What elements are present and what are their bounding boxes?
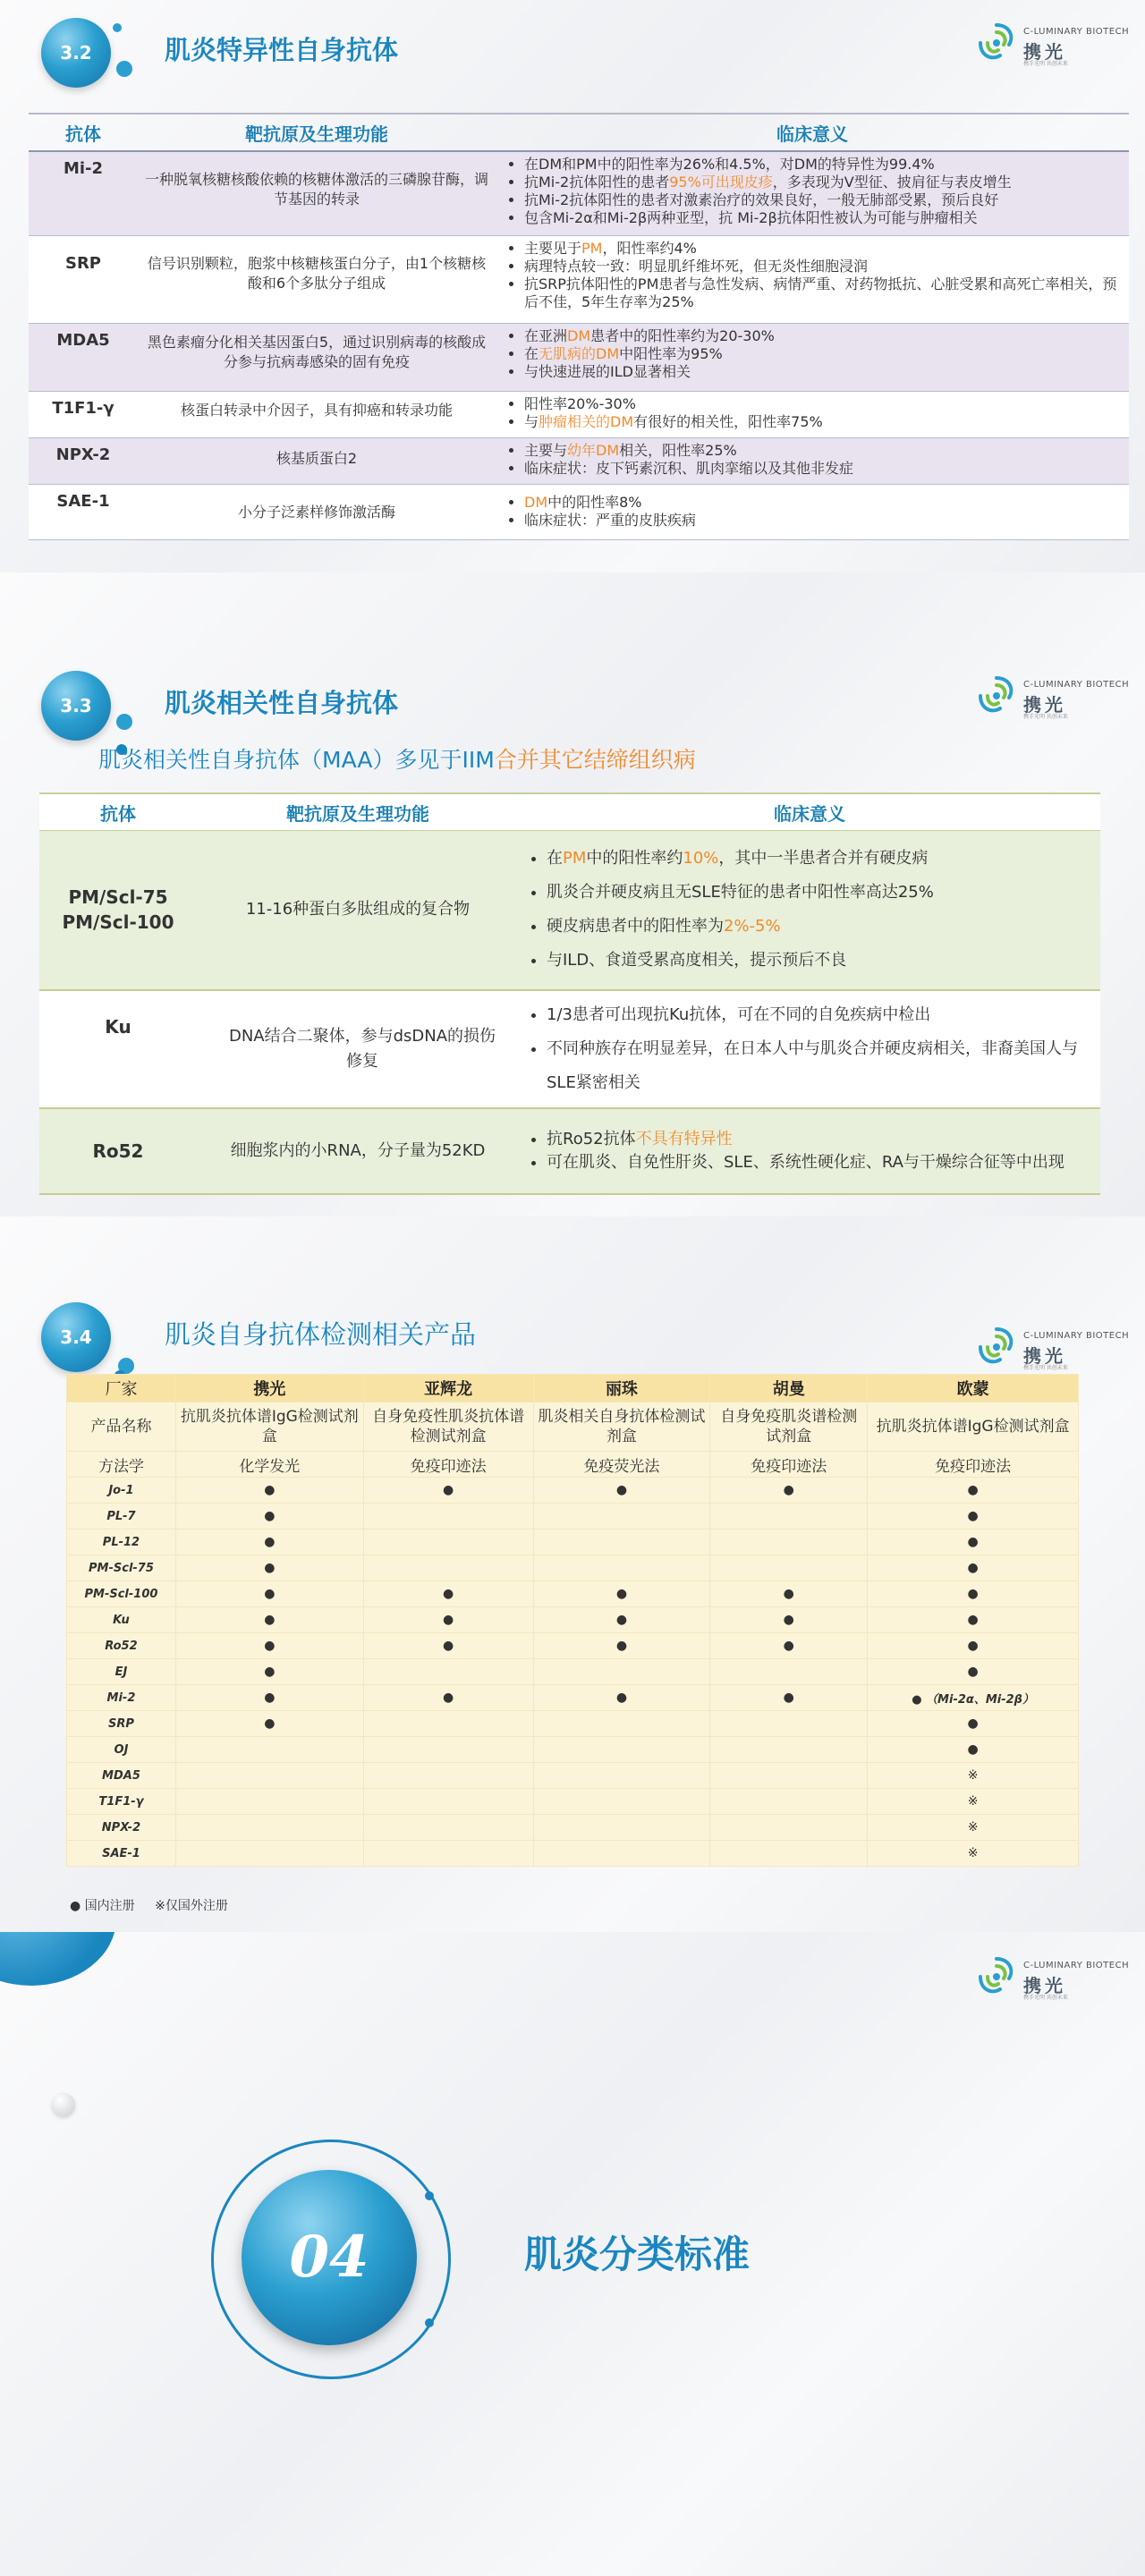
- antigen-function: 一种脱氧核糖核酸依赖的核糖体激活的三磷腺苷酶，调节基因的转录: [138, 151, 496, 235]
- availability-mark: ●: [175, 1555, 363, 1581]
- availability-mark: ●: [363, 1607, 533, 1633]
- logo-english: C-LUMINARY BIOTECH: [1023, 27, 1130, 37]
- antibody-name-line: PM/Scl-100: [62, 911, 174, 934]
- decor-dot: [116, 714, 132, 730]
- availability-mark: [363, 1555, 533, 1581]
- availability-mark: [533, 1789, 710, 1815]
- section-badge: [38, 667, 136, 739]
- table-header-row: [39, 794, 1100, 831]
- availability-mark: [363, 1659, 533, 1685]
- logo-chinese: 携光: [1023, 694, 1066, 716]
- antibody-label: NPX-2: [67, 1815, 176, 1841]
- availability-mark: [363, 1737, 533, 1763]
- availability-mark: [710, 1555, 868, 1581]
- text: 患者中的阳性率约为20-30%: [590, 326, 775, 344]
- availability-mark: [710, 1504, 868, 1530]
- availability-mark: [533, 1530, 710, 1555]
- clinical-significance: [519, 990, 1100, 1108]
- availability-mark: [710, 1789, 868, 1815]
- column-header: 临床意义: [519, 794, 1100, 831]
- availability-mark: ●: [175, 1504, 363, 1530]
- availability-mark: ●: [175, 1711, 363, 1737]
- availability-mark: [533, 1815, 710, 1841]
- availability-mark: [175, 1815, 363, 1841]
- table-header-row: [67, 1375, 1079, 1402]
- bullet: • 病理特点较一致：明显肌纤维坏死，但无炎性细胞浸润: [524, 258, 1124, 275]
- table-header-row: [29, 114, 1129, 151]
- column-header: 亚辉龙: [363, 1375, 533, 1402]
- clinical-significance: [519, 1108, 1100, 1194]
- antibody-name: SRP: [29, 235, 138, 323]
- antigen-function: 信号识别颗粒，胞浆中核糖核蛋白分子，由1个核糖核酸和6个多肽分子组成: [138, 235, 496, 323]
- antibody-label: Ku: [67, 1607, 176, 1633]
- highlight-text: 不具有特异性: [635, 1129, 733, 1148]
- availability-mark: ●: [175, 1581, 363, 1607]
- bullet: • 抗SRP抗体阳性的PM患者与急性发病、病情严重、对药物抵抗、心脏受累和高死亡率相关，预后不佳，5年生存率为25%: [524, 275, 1124, 311]
- text: 主要与: [524, 441, 568, 459]
- clinical-significance: [519, 831, 1100, 990]
- section-title: 肌炎相关性自身抗体: [165, 688, 399, 718]
- text: 硬皮病患者中的阳性率为: [547, 917, 724, 936]
- slide-3-2: [0, 0, 1145, 572]
- table-cell: 抗肌炎抗体谱IgG检测试剂盒: [175, 1402, 363, 1452]
- company-logo: [973, 1324, 1130, 1372]
- availability-mark: [710, 1815, 868, 1841]
- availability-mark: [533, 1841, 710, 1867]
- antigen-function: 小分子泛素样修饰激活酶: [138, 484, 496, 539]
- availability-mark: ●: [710, 1478, 868, 1504]
- table-row: [39, 1108, 1100, 1194]
- availability-mark: [533, 1711, 710, 1737]
- availability-mark: ● （Mi-2α、Mi-2β）: [868, 1685, 1079, 1711]
- availability-mark: [710, 1530, 868, 1555]
- column-header: 抗体: [39, 794, 197, 831]
- availability-mark: [363, 1530, 533, 1555]
- table-cell: 免疫印迹法: [868, 1452, 1079, 1478]
- section-badge: [38, 1299, 136, 1370]
- logo-english: C-LUMINARY BIOTECH: [1023, 1331, 1130, 1341]
- availability-mark: ●: [868, 1555, 1079, 1581]
- availability-mark: [710, 1737, 868, 1763]
- highlight-text: DM: [524, 493, 548, 511]
- logo-swirl-icon: [973, 20, 1020, 66]
- section-title: 肌炎特异性自身抗体: [165, 35, 399, 65]
- antibody-row: [67, 1530, 1079, 1555]
- company-logo: [973, 673, 1130, 721]
- row-label: 产品名称: [67, 1402, 176, 1452]
- column-header: 胡曼: [710, 1375, 868, 1402]
- availability-mark: [363, 1504, 533, 1530]
- bullet: • 肌炎合并硬皮病且无SLE特征的患者中阳性率高达25%: [547, 876, 1099, 910]
- availability-mark: [175, 1737, 363, 1763]
- clinical-significance: [496, 391, 1129, 437]
- section-header: [0, 0, 1145, 98]
- company-logo: [973, 20, 1130, 68]
- product-comparison-table: [66, 1374, 1079, 1867]
- availability-mark: ●: [868, 1737, 1079, 1763]
- table-cell: 肌炎相关自身抗体检测试剂盒: [533, 1402, 710, 1452]
- availability-mark: [710, 1659, 868, 1685]
- decor-gray-circle: [52, 2093, 75, 2116]
- antigen-function: 黑色素瘤分化相关基因蛋白5，通过识别病毒的核酸成分参与抗病毒感染的固有免疫: [138, 323, 496, 391]
- associated-antibody-table: [39, 794, 1100, 1195]
- antigen-function: 11-16种蛋白多肽组成的复合物: [197, 831, 519, 990]
- antibody-label: OJ: [67, 1737, 176, 1763]
- antibody-name: NPX-2: [29, 437, 138, 484]
- antibody-label: PL-7: [67, 1504, 176, 1530]
- bullet: [524, 345, 1124, 363]
- availability-mark: ●: [533, 1607, 710, 1633]
- column-header: 丽珠: [533, 1375, 710, 1402]
- antibody-name: SAE-1: [29, 484, 138, 539]
- chapter-title: 肌炎分类标准: [524, 2233, 751, 2276]
- table-row: [39, 990, 1100, 1108]
- table-cell: 自身免疫肌炎谱检测试剂盒: [710, 1402, 868, 1452]
- column-header: 靶抗原及生理功能: [197, 794, 519, 831]
- availability-mark: [363, 1815, 533, 1841]
- antigen-function: DNA结合二聚体，参与dsDNA的损伤修复: [197, 990, 519, 1108]
- text: 肌炎相关性自身抗体（MAA）多见于IIM: [98, 747, 495, 773]
- availability-mark: [363, 1789, 533, 1815]
- availability-mark: ●: [868, 1478, 1079, 1504]
- highlight-text: 幼年DM: [567, 441, 620, 459]
- bullet: • 临床症状：严重的皮肤疾病: [524, 512, 1124, 530]
- availability-mark: ●: [868, 1659, 1079, 1685]
- antibody-row: [67, 1555, 1079, 1581]
- availability-mark: ●: [868, 1530, 1079, 1555]
- highlight-text: 肿瘤相关的DM: [539, 412, 634, 430]
- availability-mark: ●: [868, 1633, 1079, 1659]
- bullet: [547, 910, 1099, 944]
- antibody-row: [67, 1815, 1079, 1841]
- logo-slogan: 携手光明 共创未来: [1023, 714, 1068, 720]
- availability-mark: [533, 1504, 710, 1530]
- logo-english: C-LUMINARY BIOTECH: [1023, 680, 1130, 690]
- clinical-significance: [496, 235, 1129, 323]
- availability-mark: ●: [710, 1581, 868, 1607]
- availability-mark: ●: [710, 1685, 868, 1711]
- availability-mark: [363, 1711, 533, 1737]
- antibody-label: Jo-1: [67, 1478, 176, 1504]
- row-label: 方法学: [67, 1452, 176, 1478]
- antibody-name: T1F1-γ: [29, 391, 138, 437]
- availability-mark: ※: [868, 1841, 1079, 1867]
- product-name-row: [67, 1402, 1079, 1452]
- antibody-name: [39, 831, 197, 990]
- availability-mark: ●: [868, 1504, 1079, 1530]
- text: 中的阳性率约: [586, 849, 683, 869]
- highlight-text: DM: [567, 326, 591, 344]
- availability-mark: [533, 1763, 710, 1789]
- bullet: [524, 240, 1124, 258]
- antibody-row: [67, 1789, 1079, 1815]
- availability-mark: [363, 1841, 533, 1867]
- highlight-text: PM: [563, 849, 587, 869]
- antibody-label: SRP: [67, 1711, 176, 1737]
- text: 有很好的相关性，阳性率75%: [633, 412, 823, 430]
- availability-mark: ●: [175, 1478, 363, 1504]
- bullet: [547, 842, 1099, 876]
- table-row: [29, 323, 1129, 391]
- text: 抗Mi-2抗体阳性的患者: [524, 174, 670, 191]
- highlight-text: 95%可出现皮疹: [669, 174, 773, 191]
- availability-mark: [533, 1659, 710, 1685]
- availability-mark: ●: [868, 1711, 1079, 1737]
- logo-slogan: 携手光明 共创未来: [1023, 1365, 1068, 1371]
- logo-chinese: 携光: [1023, 1975, 1066, 1996]
- availability-mark: ●: [175, 1633, 363, 1659]
- availability-mark: [533, 1555, 710, 1581]
- highlight-text: 合并其它结缔组织病: [494, 747, 696, 773]
- method-row: [67, 1452, 1079, 1478]
- availability-mark: ●: [533, 1685, 710, 1711]
- bullet: • 可在肌炎、自免性肝炎、SLE、系统性硬化症、RA与干燥综合征等中出现: [547, 1151, 1099, 1174]
- section-number: 3.3: [41, 671, 111, 741]
- table-row: [39, 831, 1100, 990]
- logo-swirl-icon: [973, 673, 1020, 719]
- bullet: • 包含Mi-2α和Mi-2β两种亚型，抗 Mi-2β抗体阳性被认为可能与肿瘤相关: [524, 209, 1124, 227]
- slide-04: [0, 1932, 1145, 2576]
- bullet: • 在DM和PM中的阳性率为26%和4.5%，对DM的特异性为99.4%: [524, 156, 1124, 174]
- section-subtitle: [98, 742, 696, 775]
- antibody-row: [67, 1659, 1079, 1685]
- antibody-row: [67, 1685, 1079, 1711]
- bullet: [524, 494, 1124, 512]
- antibody-name-line: PM/Scl-75: [68, 886, 168, 909]
- antibody-label: EJ: [67, 1659, 176, 1685]
- availability-mark: ※: [868, 1763, 1079, 1789]
- antibody-label: PL-12: [67, 1530, 176, 1555]
- section-badge: [38, 14, 136, 86]
- antibody-row: [67, 1504, 1079, 1530]
- column-header: 欧蒙: [868, 1375, 1079, 1402]
- availability-mark: ●: [533, 1633, 710, 1659]
- highlight-text: 10%: [683, 849, 719, 869]
- antibody-label: PM-Scl-100: [67, 1581, 176, 1607]
- logo-chinese: 携光: [1023, 41, 1066, 63]
- clinical-significance: [496, 323, 1129, 391]
- logo-slogan: 携手光明 共创未来: [1023, 61, 1068, 67]
- antibody-row: [67, 1581, 1079, 1607]
- text: 中阳性率为95%: [619, 344, 723, 362]
- antibody-row: [67, 1711, 1079, 1737]
- decor-dot: [113, 23, 122, 32]
- table-row: [29, 484, 1129, 539]
- table-legend: [70, 1896, 244, 1914]
- antibody-row: [67, 1841, 1079, 1867]
- table-row: [29, 391, 1129, 437]
- antibody-row: [67, 1633, 1079, 1659]
- bullet: • 与快速进展的ILD显著相关: [524, 363, 1124, 381]
- availability-mark: [175, 1763, 363, 1789]
- antibody-label: SAE-1: [67, 1841, 176, 1867]
- text: ，多表现为V型征、披肩征与表皮增生: [772, 174, 1012, 191]
- table-row: [29, 151, 1129, 235]
- availability-mark: ●: [868, 1607, 1079, 1633]
- bullet: [524, 413, 1124, 431]
- text: 中的阳性率8%: [547, 493, 642, 511]
- specific-antibody-table: [29, 113, 1129, 540]
- table-cell: 免疫印迹法: [710, 1452, 868, 1478]
- antigen-function: 核基质蛋白2: [138, 437, 496, 484]
- availability-mark: [710, 1711, 868, 1737]
- availability-mark: ※: [868, 1789, 1079, 1815]
- section-header: [0, 653, 1145, 751]
- text: 在: [547, 849, 563, 869]
- availability-mark: [533, 1737, 710, 1763]
- highlight-text: PM: [581, 239, 603, 257]
- table-cell: 化学发光: [175, 1452, 363, 1478]
- section-header: [0, 1284, 1145, 1383]
- table-cell: 抗肌炎抗体谱IgG检测试剂盒: [868, 1402, 1079, 1452]
- antigen-function: 核蛋白转录中介因子，具有抑癌和转录功能: [138, 391, 496, 437]
- column-header: 临床意义: [496, 114, 1129, 151]
- section-title: 肌炎自身抗体检测相关产品: [165, 1319, 477, 1350]
- availability-mark: ●: [363, 1478, 533, 1504]
- availability-mark: ●: [175, 1530, 363, 1555]
- highlight-text: 2%-5%: [724, 917, 781, 936]
- antibody-name: Mi-2: [29, 151, 138, 235]
- table-cell: 免疫印迹法: [363, 1452, 533, 1478]
- text: 相关，阳性率25%: [619, 441, 737, 459]
- table-row: [29, 235, 1129, 323]
- availability-mark: [710, 1763, 868, 1789]
- bullet: • 不同种族存在明显差异，在日本人中与肌炎合并硬皮病相关，非裔美国人与SLE紧密相关: [547, 1032, 1099, 1100]
- availability-mark: [363, 1763, 533, 1789]
- availability-mark: ●: [710, 1633, 868, 1659]
- section-number: 3.2: [41, 18, 111, 88]
- availability-mark: [710, 1841, 868, 1867]
- legend-foreign: ※仅国外注册: [155, 1899, 228, 1913]
- antibody-label: Mi-2: [67, 1685, 176, 1711]
- availability-mark: ●: [533, 1581, 710, 1607]
- availability-mark: [175, 1841, 363, 1867]
- antibody-name: Ku: [39, 990, 197, 1108]
- text: ，阳性率约4%: [602, 239, 697, 257]
- availability-mark: ●: [175, 1659, 363, 1685]
- availability-mark: ●: [363, 1633, 533, 1659]
- availability-mark: ●: [533, 1478, 710, 1504]
- antibody-label: MDA5: [67, 1763, 176, 1789]
- chapter-dot: [425, 2318, 434, 2327]
- section-number: 3.4: [41, 1302, 111, 1372]
- availability-mark: ●: [868, 1581, 1079, 1607]
- logo-swirl-icon: [973, 1324, 1020, 1370]
- text: 主要见于: [524, 239, 582, 257]
- availability-mark: ※: [868, 1815, 1079, 1841]
- column-header: 携光: [175, 1375, 363, 1402]
- highlight-text: 无肌病的DM: [539, 344, 620, 362]
- decor-dot: [116, 61, 132, 77]
- text: 在: [524, 344, 539, 362]
- availability-mark: ●: [175, 1607, 363, 1633]
- availability-mark: ●: [710, 1607, 868, 1633]
- column-header: 靶抗原及生理功能: [138, 114, 496, 151]
- antibody-row: [67, 1763, 1079, 1789]
- chapter-number-circle: [242, 2170, 417, 2345]
- antibody-name: Ro52: [39, 1108, 197, 1194]
- bullet: [524, 442, 1124, 460]
- antibody-row: [67, 1478, 1079, 1504]
- availability-mark: ●: [175, 1685, 363, 1711]
- bullet: • 与ILD、食道受累高度相关，提示预后不良: [547, 944, 1099, 978]
- table-cell: 自身免疫性肌炎抗体谱检测试剂盒: [363, 1402, 533, 1452]
- text: 与: [524, 412, 539, 430]
- bullet: [524, 174, 1124, 191]
- text: 在亚洲: [524, 326, 568, 344]
- text: 抗Ro52抗体: [547, 1129, 636, 1148]
- column-header: 厂家: [67, 1375, 176, 1402]
- clinical-significance: [496, 437, 1129, 484]
- text: ，其中一半患者合并有硬皮病: [718, 849, 929, 869]
- antibody-row: [67, 1737, 1079, 1763]
- chapter-number: 04: [289, 2224, 369, 2291]
- logo-english: C-LUMINARY BIOTECH: [1023, 1961, 1130, 1970]
- logo-chinese: 携光: [1023, 1345, 1066, 1367]
- legend-domestic: ● 国内注册: [70, 1899, 135, 1913]
- availability-mark: ●: [363, 1685, 533, 1711]
- antibody-label: PM-Scl-75: [67, 1555, 176, 1581]
- antibody-label: Ro52: [67, 1633, 176, 1659]
- bullet: • 抗Mi-2抗体阳性的患者对激素治疗的效果良好，一般无肺部受累，预后良好: [524, 191, 1124, 209]
- antigen-function: 细胞浆内的小RNA，分子量为52KD: [197, 1108, 519, 1194]
- bullet: • 临床症状：皮下钙素沉积、肌肉挛缩以及其他非发症: [524, 460, 1124, 478]
- company-logo: [973, 1953, 1130, 2002]
- decor-blue-circle: [0, 1932, 116, 1986]
- clinical-significance: [496, 151, 1129, 235]
- availability-mark: ●: [363, 1581, 533, 1607]
- logo-swirl-icon: [973, 1953, 1020, 2000]
- bullet: • 阳性率20%-30%: [524, 395, 1124, 413]
- column-header: 抗体: [29, 114, 138, 151]
- bullet: • 1/3患者可出现抗Ku抗体，可在不同的自免疾病中检出: [547, 998, 1099, 1032]
- bullet: [524, 327, 1124, 345]
- table-row: [29, 437, 1129, 484]
- antibody-label: T1F1-γ: [67, 1789, 176, 1815]
- bullet: [547, 1128, 1099, 1151]
- antibody-name: MDA5: [29, 323, 138, 391]
- antibody-row: [67, 1607, 1079, 1633]
- logo-slogan: 携手光明 共创未来: [1023, 1995, 1068, 2001]
- table-cell: 免疫荧光法: [533, 1452, 710, 1478]
- availability-mark: [175, 1789, 363, 1815]
- clinical-significance: [496, 484, 1129, 539]
- chapter-dot: [425, 2191, 434, 2200]
